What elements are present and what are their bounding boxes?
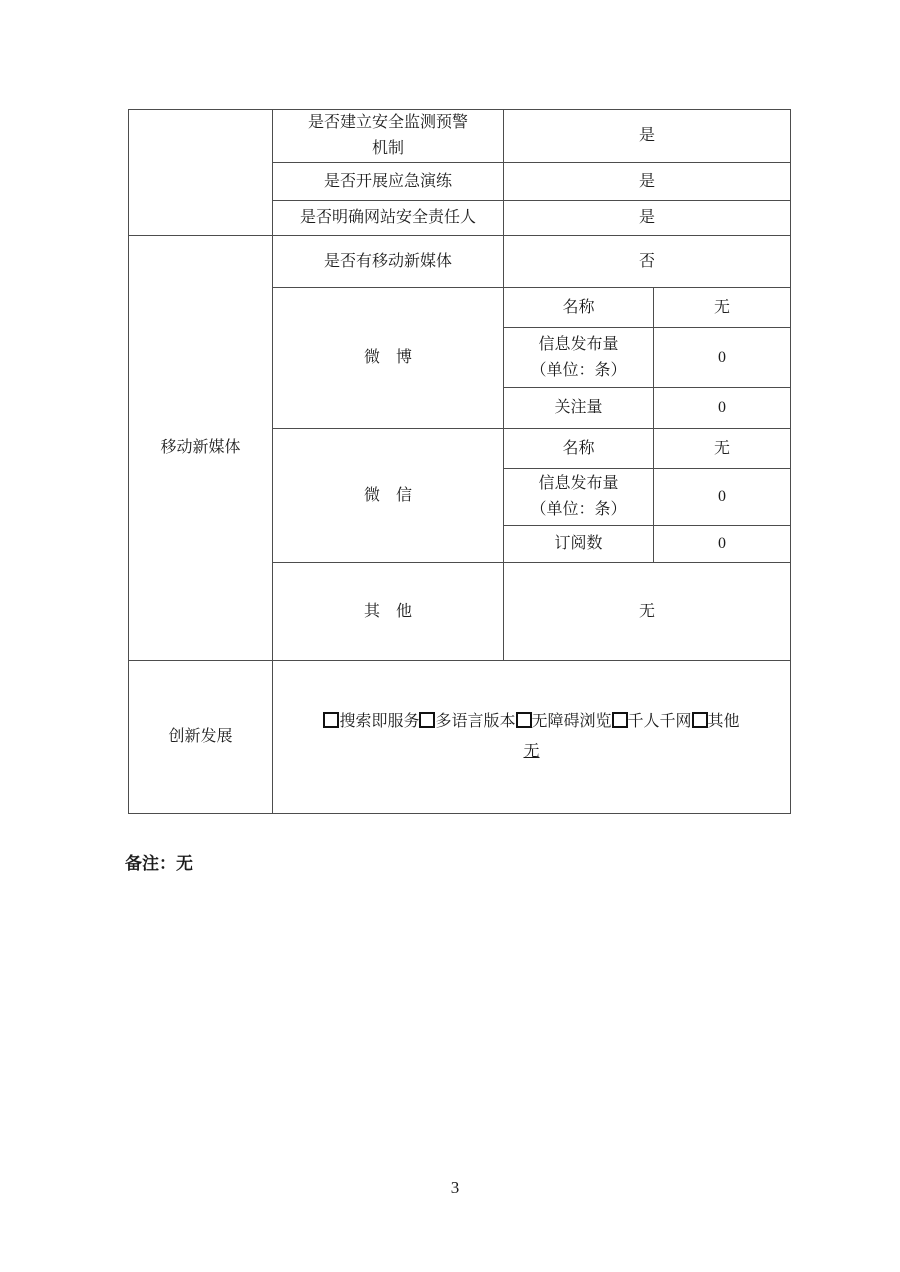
wechat-posts-label-line2: （单位：条） <box>530 501 627 518</box>
weibo-name-label: 名称 <box>504 288 654 328</box>
security-monitor-label-line2: 机制 <box>371 140 404 157</box>
page-number: 3 <box>450 1178 460 1197</box>
wechat-label: 微 信 <box>273 429 504 563</box>
option-accessibility <box>516 713 612 730</box>
weibo-posts-label-line2: （单位：条） <box>530 361 627 379</box>
other-media-value: 无 <box>504 563 791 661</box>
wechat-posts-value: 0 <box>654 469 791 526</box>
option-other <box>692 713 740 730</box>
security-monitor-value: 是 <box>504 110 791 163</box>
weibo-posts-value: 0 <box>654 328 791 388</box>
emergency-drill-label: 是否开展应急演练 <box>273 163 504 201</box>
checkbox-unchecked-icon <box>612 712 628 728</box>
weibo-name-value: 无 <box>654 288 791 328</box>
has-mobile-media-value: 否 <box>504 236 791 288</box>
table-row <box>129 661 791 814</box>
wechat-subscribers-value: 0 <box>654 526 791 563</box>
innovation-fill-value: 无 <box>523 743 540 760</box>
weibo-posts-label-cell <box>504 328 654 388</box>
option-label: 搜索即服务 <box>339 713 420 730</box>
emergency-drill-value: 是 <box>504 163 791 201</box>
wechat-posts-label-cell <box>504 469 654 526</box>
innovation-options-line <box>273 707 790 737</box>
remark-line <box>125 851 193 877</box>
option-label: 千人千网 <box>627 713 692 730</box>
wechat-subscribers-label: 订阅数 <box>504 526 654 563</box>
option-personalization <box>612 713 692 730</box>
option-label: 多语言版本 <box>435 713 516 730</box>
table-row <box>129 236 791 288</box>
weibo-label: 微 博 <box>273 288 504 429</box>
mobile-media-section-label: 移动新媒体 <box>129 236 273 661</box>
wechat-name-value: 无 <box>654 429 791 469</box>
security-responsible-label: 是否明确网站安全责任人 <box>273 201 504 236</box>
option-search-as-service <box>323 713 419 730</box>
checkbox-unchecked-icon <box>516 712 532 728</box>
option-label: 无障碍浏览 <box>531 713 612 730</box>
security-monitor-label-line1: 是否建立安全监测预警 <box>307 114 468 131</box>
annual-report-table <box>128 109 791 814</box>
remark-value: 无 <box>176 854 193 873</box>
security-monitor-label-cell <box>273 110 504 163</box>
checkbox-unchecked-icon <box>323 712 339 728</box>
security-section-cell-empty <box>129 110 273 236</box>
weibo-followers-value: 0 <box>654 388 791 429</box>
option-label: 其他 <box>707 713 740 730</box>
other-media-label: 其 他 <box>273 563 504 661</box>
innovation-options-cell <box>273 661 791 814</box>
weibo-posts-label-line1: 信息发布量 <box>538 335 619 353</box>
innovation-section-label: 创新发展 <box>129 661 273 814</box>
remark-label: 备注： <box>125 854 176 873</box>
weibo-followers-label: 关注量 <box>504 388 654 429</box>
security-responsible-value: 是 <box>504 201 791 236</box>
table-row <box>129 110 791 163</box>
has-mobile-media-label: 是否有移动新媒体 <box>273 236 504 288</box>
wechat-name-label: 名称 <box>504 429 654 469</box>
checkbox-unchecked-icon <box>419 712 435 728</box>
innovation-fill-line <box>273 737 790 767</box>
wechat-posts-label-line1: 信息发布量 <box>538 475 619 492</box>
option-multilingual <box>419 713 515 730</box>
checkbox-unchecked-icon <box>692 712 708 728</box>
